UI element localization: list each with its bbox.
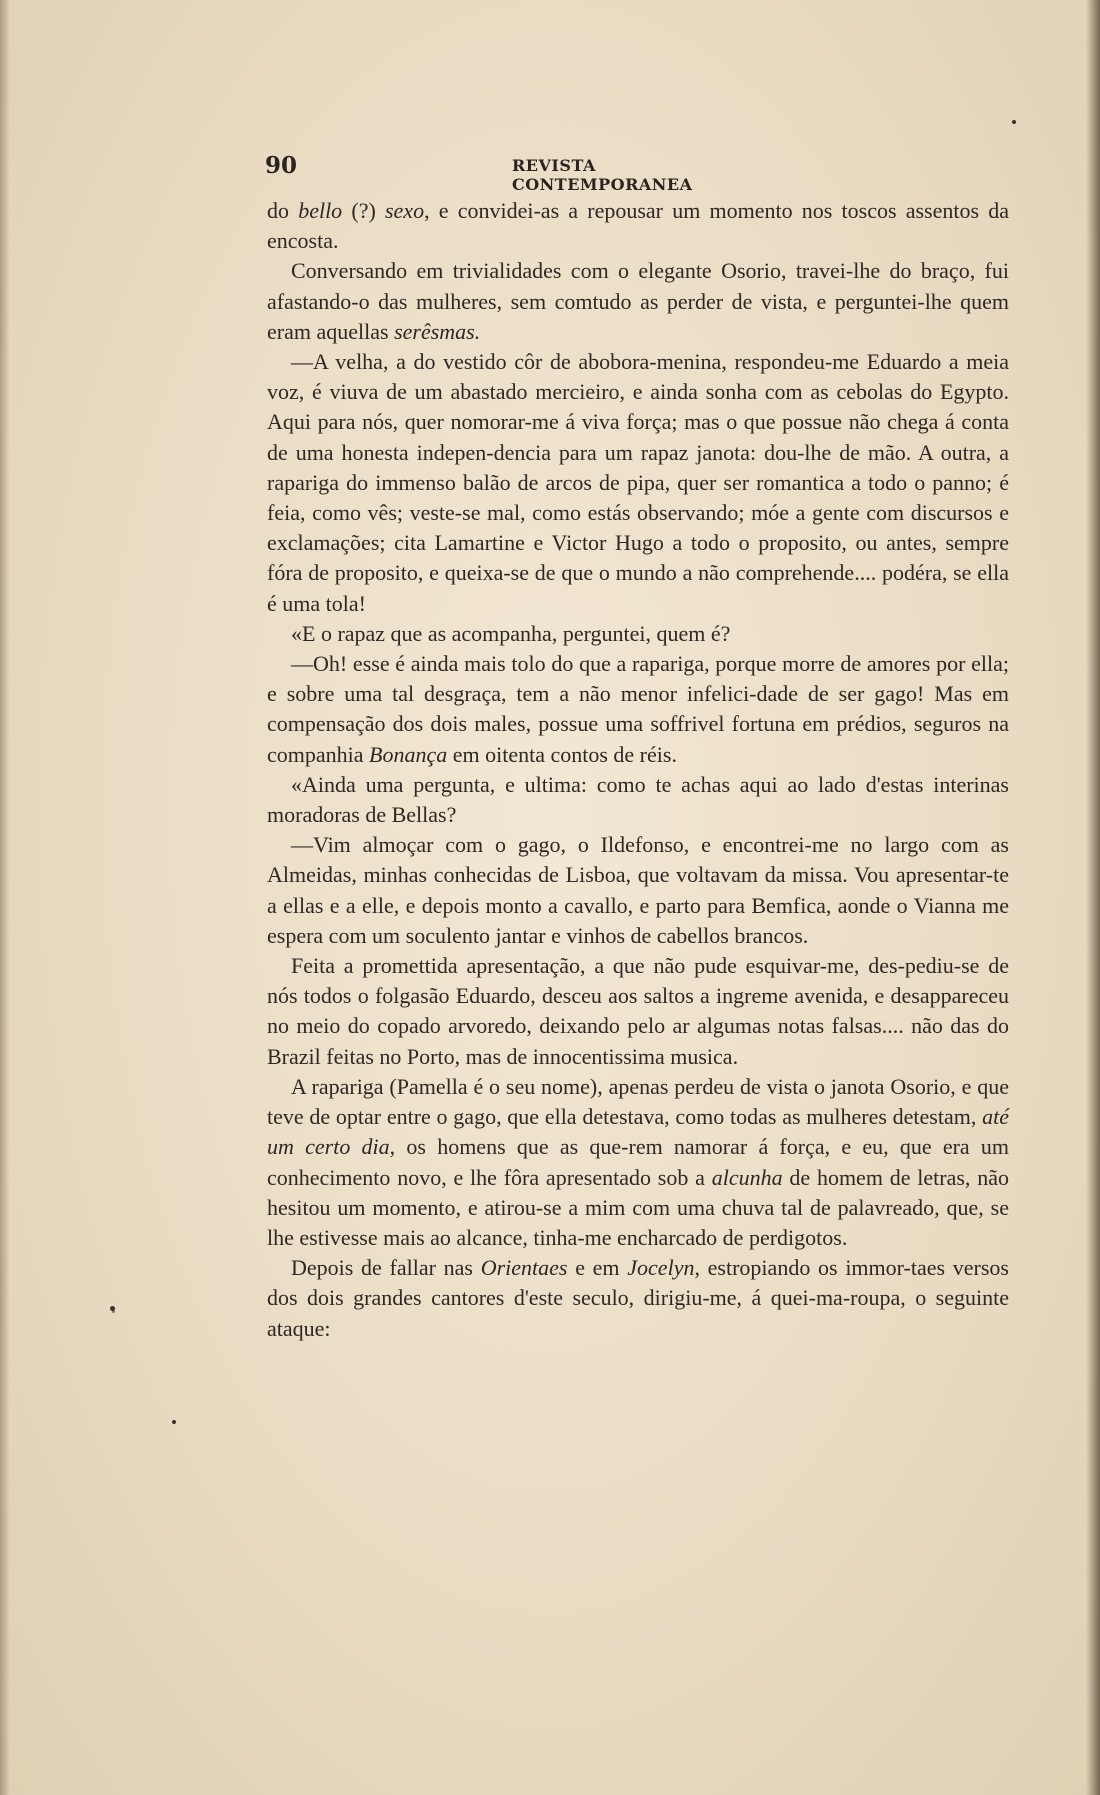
- italic-text: serêsmas.: [394, 318, 481, 344]
- italic-text: alcunha: [711, 1164, 783, 1190]
- paragraph: [267, 347, 1009, 619]
- text-segment: (?): [342, 198, 385, 223]
- paragraph: [267, 770, 1009, 830]
- text-segment: de homem de letras, não hesitou um momento, e atirou-se a mim com uma chuva tal de palavreado, que, se lhe estivesse mais ao alcance, tinha-me encharcado de perdigotos.: [267, 1164, 1009, 1250]
- ink-speck: [172, 1420, 176, 1424]
- page-number: 90: [265, 152, 298, 179]
- text-segment: «E o rapaz que as acompanha, perguntei, quem é?: [291, 620, 731, 646]
- text-segment: «Ainda uma pergunta, e ultima: como te achas aqui ao lado d'estas interinas moradoras de Bellas?: [267, 771, 1009, 828]
- paragraph: [267, 1072, 1009, 1253]
- text-segment: em oitenta contos de réis.: [447, 741, 677, 767]
- paragraph: [267, 649, 1009, 770]
- italic-text: Orientaes: [480, 1255, 568, 1281]
- paragraph: [267, 619, 1009, 649]
- text-segment: A rapariga (Pamella é o seu nome), apenas perdeu de vista o janota Osorio, e que teve de optar entre o gago, que ella detestava, como todas as mulheres detestam,: [267, 1073, 1009, 1130]
- text-segment: Feita a promettida apresentação, a que não pude esquivar-me, des-pediu-se de nós todos o folgasão Eduardo, desceu aos saltos a ingreme avenida, e desappareceu no meio do copado arvoredo, deixando pelo ar algumas notas falsas.... não das do Brazil feitas no Porto, mas de innocentissima musica.: [267, 953, 1009, 1069]
- ink-speck: [1012, 120, 1016, 124]
- text-segment: do: [267, 198, 299, 223]
- paragraph: [267, 1253, 1009, 1344]
- italic-text: Jocelyn: [627, 1255, 695, 1281]
- text-segment: , e convidei-as a repousar um momento nos toscos assentos da encosta.: [267, 198, 1009, 254]
- text-segment: —Vim almoçar com o gago, o Ildefonso, e encontrei-me no largo com as Almeidas, minhas conhecidas de Lisboa, que voltavam da missa. Vou apresentar-te a ellas e a elle, e depois monto a cavallo, e parto para Bemfica, aonde o Vianna me espera com um soculento jantar e vinhos de cabellos brancos.: [267, 832, 1009, 948]
- page-left-edge: [0, 0, 10, 1795]
- text-segment: Conversando em trivialidades com o elegante Osorio, travei-lhe do braço, fui afastando-o das mulheres, sem comtudo as perder de vista, e perguntei-lhe quem eram aquellas: [267, 258, 1009, 344]
- text-segment: —Oh! esse é ainda mais tolo do que a rapariga, porque morre de amores por ella; e sobre uma tal desgraça, tem a não menor infelici-dade de ser gago! Mas em compensação dos dois males, possue uma soffrivel fortuna em prédios, seguros na companhia: [267, 651, 1009, 767]
- italic-text: Bonança: [369, 741, 448, 767]
- ink-speck: [112, 1310, 115, 1313]
- paragraph: [267, 830, 1009, 951]
- italic-text: sexo: [384, 198, 425, 223]
- paragraph: [267, 196, 1009, 256]
- text-segment: Depois de fallar nas: [291, 1255, 481, 1281]
- italic-text: bello: [298, 198, 343, 223]
- text-segment: —A velha, a do vestido côr de abobora-menina, respondeu-me Eduardo a meia voz, é viuva de um abastado mercieiro, e ainda sonha com as cebolas do Egypto. Aqui para nós, quer nomorar-me á viva força; mas o que possue não chega á conta de uma honesta indepen-dencia para um rapaz janota: dou-lhe de mão. A outra, a rapariga do immenso balão de arcos de pipa, quer ser romantica a todo o panno; é feia, como vês; veste-se mal, como estás observando; móe a gente com discursos e exclamações; cita Lamartine e Victor Hugo a todo o proposito, ou antes, sempre fóra de proposito, e queixa-se de que o mundo a não comprehende.... podéra, se ella é uma tola!: [267, 349, 1009, 616]
- italic-text: até um certo dia: [267, 1104, 1009, 1160]
- paragraph: [267, 256, 1009, 347]
- body-text: [267, 196, 1009, 1344]
- page-right-edge: [1086, 0, 1100, 1795]
- text-segment: , os homens que as que-rem namorar á força, e eu, que era um conhecimento novo, e lhe fôra apresentado sob a: [267, 1134, 1010, 1190]
- text-segment: e em: [567, 1255, 628, 1281]
- running-title: REVISTA CONTEMPORANEA: [512, 156, 693, 194]
- text-segment: , estropiando os immor-taes versos dos dois grandes cantores d'este seculo, dirigiu-me, á quei-ma-roupa, o seguinte ataque:: [267, 1255, 1009, 1341]
- page-header: [265, 152, 765, 194]
- paragraph: [267, 951, 1009, 1072]
